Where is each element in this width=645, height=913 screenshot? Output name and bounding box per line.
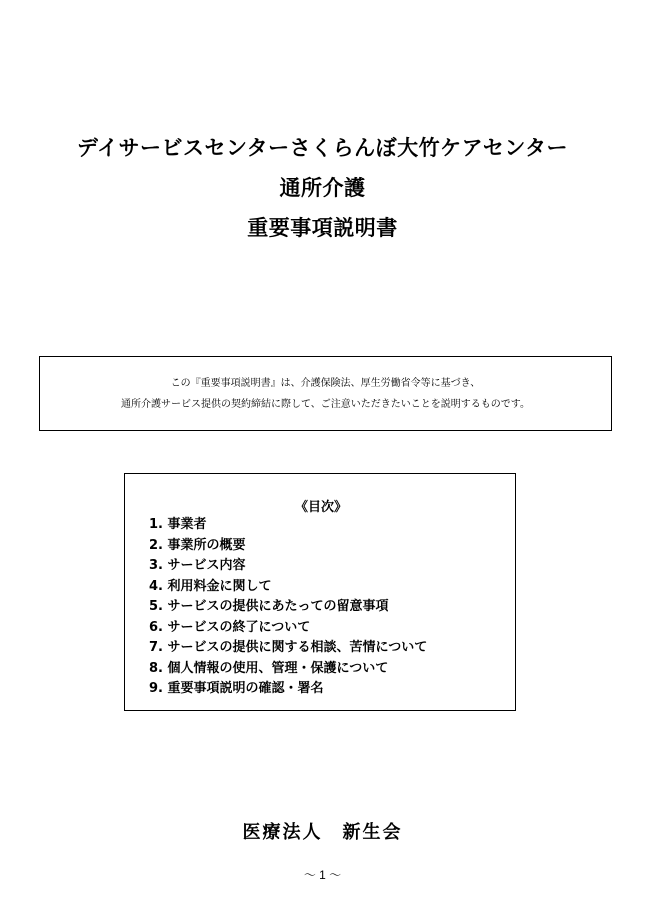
- toc-item: 1. 事業者: [149, 517, 207, 532]
- toc-item: 6. サービスの終了について: [149, 619, 311, 635]
- document-title: デイサービスセンターさくらんぼ大竹ケアセンター: [76, 135, 569, 160]
- organization-name: 医療法人 新生会: [242, 822, 403, 843]
- toc-item: 9. 重要事項説明の確認・署名: [149, 681, 324, 696]
- toc-item: 3. サービス内容: [149, 558, 246, 573]
- notice-box: [39, 356, 612, 431]
- toc-item: 2. 事業所の概要: [149, 537, 246, 553]
- toc-item: 5. サービスの提供にあたっての留意事項: [149, 599, 389, 614]
- notice-line: 通所介護サービス提供の契約締結に際して、ご注意いただきたいことを説明するものです。: [121, 399, 530, 410]
- toc-list: [149, 515, 427, 700]
- notice-line: この『重要事項説明書』は、介護保険法、厚生労働省令等に基づき、: [170, 378, 481, 389]
- document-subtitle: 通所介護: [279, 175, 366, 200]
- table-of-contents: [124, 473, 516, 711]
- toc-item: 4. 利用料金に関して: [149, 578, 272, 594]
- toc-item: 8. 個人情報の使用、管理・保護について: [149, 660, 389, 676]
- toc-heading: 《目次》: [294, 500, 347, 515]
- page-number: ～ 1 ～: [303, 868, 342, 882]
- document-type-title: 重要事項説明書: [247, 215, 398, 240]
- toc-item: 7. サービスの提供に関する相談、苦情について: [149, 640, 428, 655]
